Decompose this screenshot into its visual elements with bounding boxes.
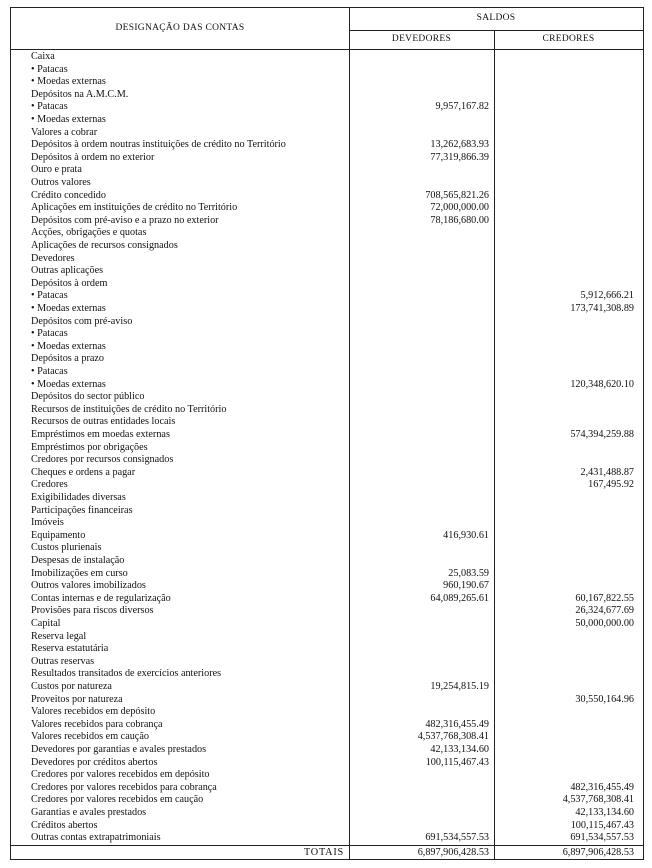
credores-value: 26,324,677.69 xyxy=(575,605,634,617)
account-name: Aplicações de recursos consignados xyxy=(31,240,178,251)
table-row xyxy=(11,265,643,278)
account-name: Crédito concedido xyxy=(31,189,106,201)
header-credores: CREDORES xyxy=(542,34,595,44)
devedores-value: 9,957,167.82 xyxy=(435,101,489,113)
table-row xyxy=(11,177,643,190)
header-designation: DESIGNAÇÃO DAS CONTAS xyxy=(115,23,245,33)
account-name: Créditos abertos xyxy=(31,819,98,831)
account-name: Depósitos com pré-aviso xyxy=(31,315,133,327)
table-row xyxy=(11,580,643,593)
credores-value: 482,316,455.49 xyxy=(570,781,634,793)
devedores-value: 72,000,000.00 xyxy=(430,202,489,214)
account-name: Depósitos na A.M.C.M. xyxy=(31,88,129,100)
account-name: Custos plurienais xyxy=(31,542,102,554)
account-name: • Patacas xyxy=(31,366,68,377)
table-row xyxy=(11,353,643,366)
account-name: Imóveis xyxy=(31,517,64,529)
account-name: Imobilizações em curso xyxy=(31,567,128,579)
account-name: • Moedas externas xyxy=(31,303,106,314)
account-name: Credores xyxy=(31,479,68,491)
table-row xyxy=(11,555,643,568)
account-name: Despesas de instalação xyxy=(31,555,125,566)
account-name: Capital xyxy=(31,618,61,629)
devedores-value: 4,537,768,308.41 xyxy=(417,731,489,743)
table-row xyxy=(11,139,643,152)
account-name: Devedores por garantias e avales prestados xyxy=(31,744,207,755)
table-row xyxy=(11,202,643,215)
account-name: Credores por valores recebidos em caução xyxy=(31,794,204,806)
account-name: Proveitos por natureza xyxy=(31,693,123,705)
table-row xyxy=(11,681,643,694)
devedores-value: 64,089,265.61 xyxy=(430,592,489,604)
credores-value: 167,495.92 xyxy=(588,479,634,491)
account-name: Devedores xyxy=(31,252,75,264)
account-name: Outras aplicações xyxy=(31,265,104,277)
header-divider xyxy=(349,30,643,31)
account-name: Ouro e prata xyxy=(31,164,82,176)
table-row xyxy=(11,152,643,165)
totals-row xyxy=(11,846,643,859)
account-name: Caixa xyxy=(31,51,55,62)
credores-value: 2,431,488.87 xyxy=(580,466,634,478)
table-row xyxy=(11,253,643,266)
table-row xyxy=(11,832,643,845)
header-bottom-rule xyxy=(11,49,643,50)
table-row xyxy=(11,731,643,744)
account-name: Depósitos do sector público xyxy=(31,391,145,403)
table-row xyxy=(11,114,643,127)
devedores-value: 482,316,455.49 xyxy=(425,718,489,730)
devedores-value: 19,254,815.19 xyxy=(430,681,489,692)
devedores-value: 416,930.61 xyxy=(443,529,489,541)
account-name: • Moedas externas xyxy=(31,378,106,390)
table-row xyxy=(11,227,643,240)
credores-value: 5,912,666.21 xyxy=(580,290,634,302)
table-row xyxy=(11,278,643,291)
account-name: Equipamento xyxy=(31,529,86,541)
account-name: Cheques e ordens a pagar xyxy=(31,466,136,478)
account-name: Credores por valores recebidos para cobrança xyxy=(31,781,217,793)
devedores-value: 77,319,866.39 xyxy=(430,151,489,163)
table-row xyxy=(11,328,643,341)
table-row xyxy=(11,744,643,757)
devedores-value: 25,083.59 xyxy=(448,567,489,579)
account-name: Provisões para riscos diversos xyxy=(31,605,154,617)
account-name: Outros valores xyxy=(31,177,91,188)
totals-credores: 6,897,906,428.53 xyxy=(562,847,634,858)
account-name: Contas internas e de regularização xyxy=(31,592,171,604)
devedores-value: 100,115,467.43 xyxy=(425,756,489,768)
credores-value: 60,167,822.55 xyxy=(575,592,634,604)
table-row xyxy=(11,127,643,140)
table-row xyxy=(11,757,643,770)
table-row xyxy=(11,101,643,114)
table-row xyxy=(11,656,643,669)
table-row xyxy=(11,706,643,719)
account-name: Devedores por créditos abertos xyxy=(31,756,158,768)
table-row xyxy=(11,719,643,732)
account-name: Empréstimos por obrigações xyxy=(31,441,148,453)
table-row xyxy=(11,769,643,782)
account-name: • Moedas externas xyxy=(31,340,106,352)
table-row xyxy=(11,190,643,203)
table-row xyxy=(11,51,643,64)
table-row xyxy=(11,379,643,392)
account-name: • Moedas externas xyxy=(31,76,106,88)
totals-devedores: 6,897,906,428.53 xyxy=(417,847,489,858)
account-name: Outras contas extrapatrimoniais xyxy=(31,832,161,844)
credores-value: 173,741,308.89 xyxy=(570,303,634,314)
credores-value: 100,115,467.43 xyxy=(570,819,634,831)
table-row xyxy=(11,454,643,467)
table-row xyxy=(11,643,643,656)
table-row xyxy=(11,794,643,807)
account-name: Custos por natureza xyxy=(31,681,112,692)
devedores-value: 960,190.67 xyxy=(443,580,489,592)
table-row xyxy=(11,164,643,177)
devedores-value: 42,133,134.60 xyxy=(430,744,489,755)
account-name: • Patacas xyxy=(31,328,68,340)
devedores-value: 708,565,821.26 xyxy=(425,189,489,201)
account-name: Reserva legal xyxy=(31,630,87,642)
devedores-value: 691,534,557.53 xyxy=(425,832,489,844)
table-row xyxy=(11,341,643,354)
credores-value: 4,537,768,308.41 xyxy=(562,794,634,806)
header-saldos: SALDOS xyxy=(476,13,516,23)
table-row xyxy=(11,618,643,631)
account-name: • Patacas xyxy=(31,63,68,75)
credores-value: 120,348,620.10 xyxy=(570,378,634,390)
devedores-value: 13,262,683.93 xyxy=(430,139,489,151)
table-row xyxy=(11,316,643,329)
account-name: Depósitos à ordem xyxy=(31,277,108,289)
table-row xyxy=(11,568,643,581)
table-row xyxy=(11,668,643,681)
account-name: Outras reservas xyxy=(31,655,95,667)
account-name: • Patacas xyxy=(31,290,68,302)
table-row xyxy=(11,76,643,89)
credores-value: 30,550,164.96 xyxy=(575,693,634,705)
table-row xyxy=(11,505,643,518)
account-name: Depósitos à ordem noutras instituições de crédito no Território xyxy=(31,139,286,151)
account-name: Credores por recursos consignados xyxy=(31,454,174,466)
account-name: Credores por valores recebidos em depósito xyxy=(31,769,210,781)
table-row xyxy=(11,240,643,253)
account-name: Aplicações em instituições de crédito no Território xyxy=(31,202,238,214)
balance-table xyxy=(10,7,644,860)
account-name: Depósitos a prazo xyxy=(31,353,104,365)
table-row xyxy=(11,416,643,429)
devedores-value: 78,186,680.00 xyxy=(430,214,489,226)
totals-label: TOTAIS xyxy=(303,847,344,858)
table-row xyxy=(11,404,643,417)
header-devedores: DEVEDORES xyxy=(391,34,452,44)
table-row xyxy=(11,807,643,820)
table-row xyxy=(11,467,643,480)
table-row xyxy=(11,517,643,530)
table-row xyxy=(11,542,643,555)
table-row xyxy=(11,492,643,505)
account-name: Garantias e avales prestados xyxy=(31,807,147,818)
account-name: • Patacas xyxy=(31,101,68,113)
account-name: Empréstimos em moedas externas xyxy=(31,429,170,440)
account-name: Acções, obrigações e quotas xyxy=(31,227,147,239)
table-row xyxy=(11,820,643,833)
account-name: Recursos de outras entidades locais xyxy=(31,416,176,428)
table-row xyxy=(11,215,643,228)
credores-value: 50,000,000.00 xyxy=(575,618,634,629)
account-name: Participações financeiras xyxy=(31,504,133,516)
credores-value: 691,534,557.53 xyxy=(570,832,634,844)
account-name: Depósitos à ordem no exterior xyxy=(31,151,155,163)
table-row xyxy=(11,429,643,442)
table-row xyxy=(11,605,643,618)
table-row xyxy=(11,593,643,606)
table-row xyxy=(11,89,643,102)
table-row xyxy=(11,782,643,795)
credores-value: 42,133,134.60 xyxy=(575,807,634,818)
account-name: Reserva estatutária xyxy=(31,643,109,655)
account-name: Valores recebidos em depósito xyxy=(31,706,156,718)
table-row xyxy=(11,366,643,379)
table-row xyxy=(11,303,643,316)
account-name: Valores recebidos em caução xyxy=(31,731,149,743)
table-row xyxy=(11,290,643,303)
table-row xyxy=(11,64,643,77)
account-name: Exigibilidades diversas xyxy=(31,492,126,503)
account-name: Valores a cobrar xyxy=(31,126,98,138)
credores-value: 574,394,259.88 xyxy=(570,429,634,440)
account-name: Depósitos com pré-aviso e a prazo no exterior xyxy=(31,214,219,226)
table-row xyxy=(11,530,643,543)
table-row xyxy=(11,631,643,644)
table-row xyxy=(11,391,643,404)
table-row xyxy=(11,694,643,707)
account-name: Valores recebidos para cobrança xyxy=(31,718,163,730)
table-row xyxy=(11,442,643,455)
account-name: Recursos de instituições de crédito no Território xyxy=(31,403,227,415)
account-name: Outros valores imobilizados xyxy=(31,580,146,592)
account-name: Resultados transitados de exercícios anteriores xyxy=(31,668,222,680)
account-name: • Moedas externas xyxy=(31,114,106,125)
table-row xyxy=(11,479,643,492)
